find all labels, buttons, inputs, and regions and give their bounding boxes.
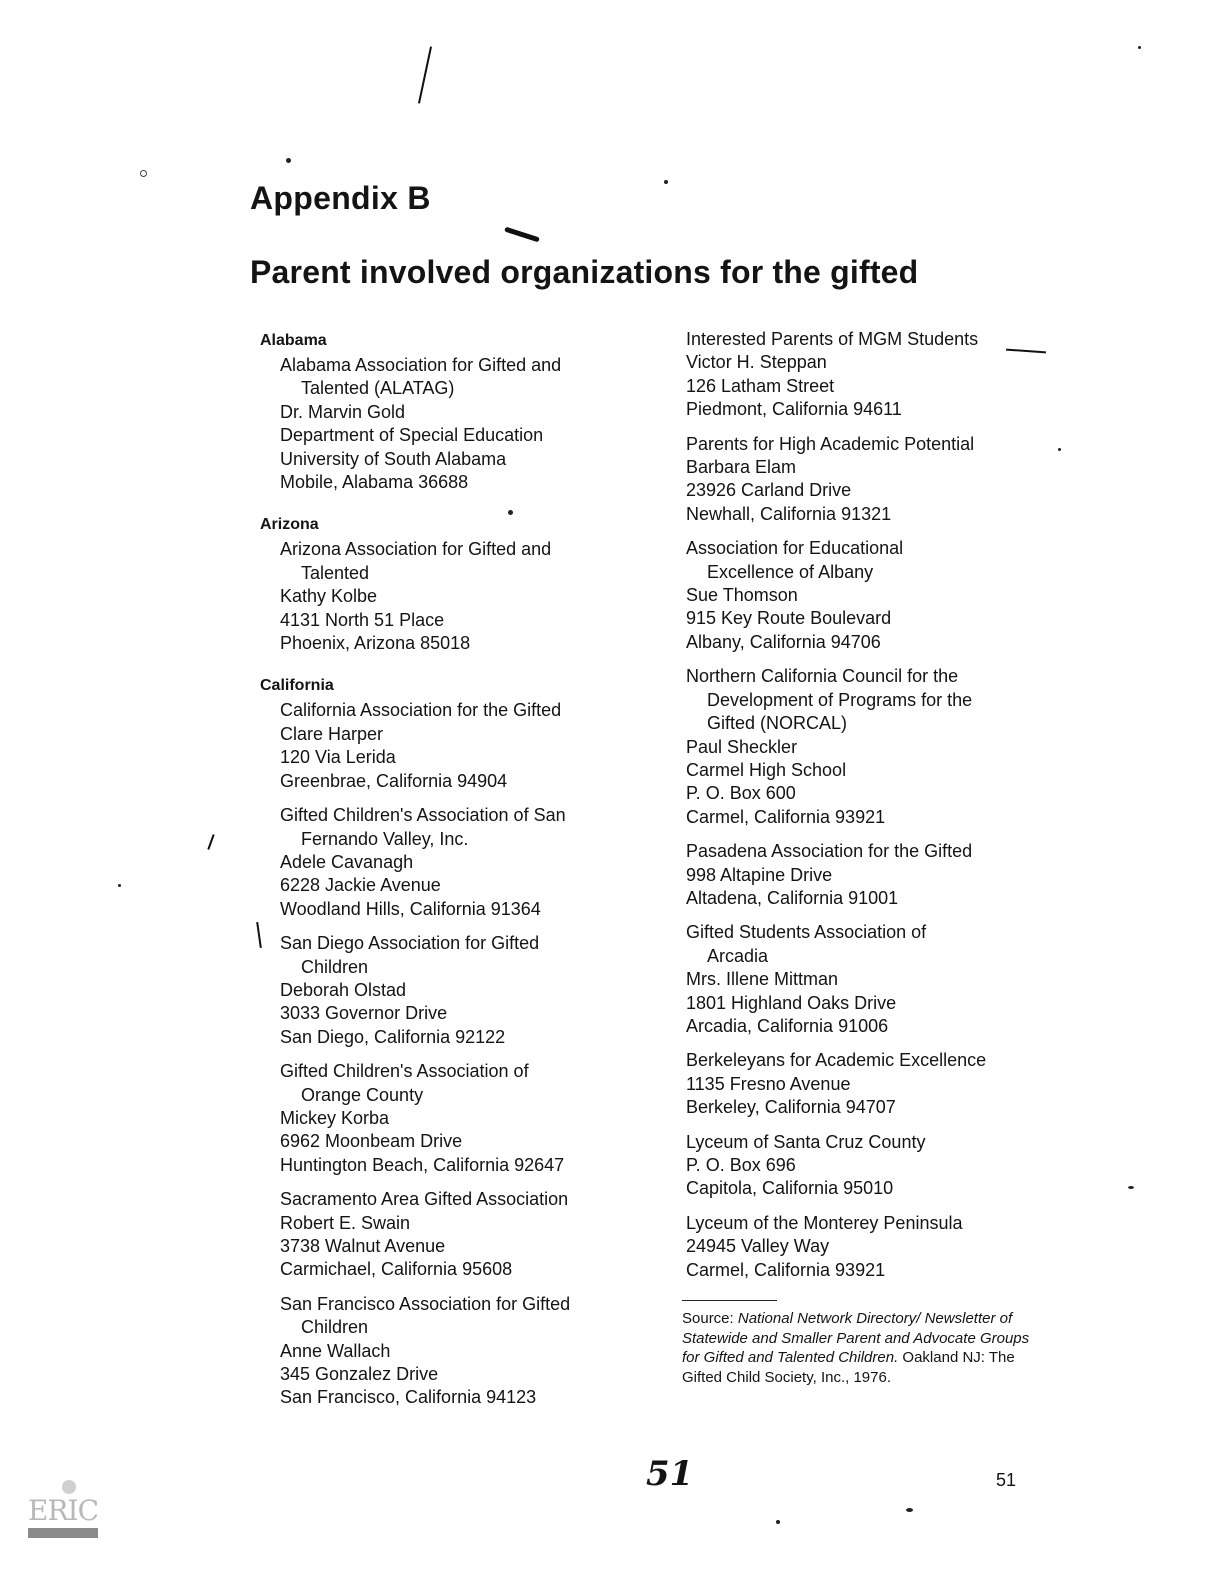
scan-speck bbox=[286, 158, 291, 163]
scan-speck bbox=[906, 1508, 913, 1512]
pen-mark bbox=[418, 46, 432, 103]
logo-bar bbox=[28, 1528, 98, 1538]
organization-name: Northern California Council for the bbox=[686, 666, 959, 687]
right-column bbox=[682, 328, 1032, 1387]
address-line: 1801 Highland Oaks Drive bbox=[686, 992, 897, 1013]
scan-speck bbox=[1138, 46, 1141, 49]
scan-speck bbox=[776, 1520, 780, 1524]
address-line: Robert E. Swain bbox=[280, 1212, 411, 1233]
address-line: 1135 Fresno Avenue bbox=[686, 1073, 851, 1094]
address-line: Carmel, California 93921 bbox=[686, 806, 886, 827]
organization-name-continued: Excellence of Albany bbox=[707, 561, 874, 582]
organization-name: Association for Educational bbox=[686, 538, 904, 559]
address-line: Mobile, Alabama 36688 bbox=[280, 472, 469, 493]
organization-entry bbox=[260, 804, 620, 921]
source-label: Source: bbox=[682, 1310, 738, 1328]
address-line: 345 Gonzalez Drive bbox=[280, 1364, 439, 1385]
organization-entry bbox=[260, 932, 620, 1049]
address-line: Carmel, California 93921 bbox=[686, 1259, 886, 1280]
organization-name: San Francisco Association for Gifted bbox=[280, 1293, 571, 1314]
scan-speck bbox=[664, 180, 668, 184]
organization-name: Berkeleyans for Academic Excellence bbox=[686, 1050, 987, 1071]
address-line: Carmichael, California 95608 bbox=[280, 1259, 513, 1280]
address-line: 915 Key Route Boulevard bbox=[686, 608, 892, 629]
left-column bbox=[260, 331, 620, 1431]
page-title: Parent involved organizations for the gifted bbox=[250, 254, 919, 290]
address-line: 24945 Valley Way bbox=[686, 1236, 830, 1257]
address-line: Piedmont, California 94611 bbox=[686, 399, 902, 420]
address-line: 998 Altapine Drive bbox=[686, 864, 833, 885]
address-line: 126 Latham Street bbox=[686, 375, 835, 396]
address-line: Paul Sheckler bbox=[686, 736, 798, 757]
address-line: 23926 Carland Drive bbox=[686, 480, 852, 501]
organization-entry bbox=[682, 665, 1032, 829]
organization-entry bbox=[682, 328, 1032, 422]
scan-mark bbox=[207, 834, 214, 850]
source-publisher: Oakland NJ: The Gifted Child Society, Inc., 1976. bbox=[682, 1349, 1015, 1386]
organization-name-continued: Development of Programs for the bbox=[707, 689, 973, 710]
address-line: Adele Cavanagh bbox=[280, 851, 414, 872]
organization-entry bbox=[260, 1188, 620, 1282]
organization-name: Parents for High Academic Potential bbox=[686, 433, 975, 454]
organization-entry bbox=[260, 699, 620, 793]
state-group bbox=[260, 331, 620, 494]
organization-name: Arizona Association for Gifted and bbox=[280, 539, 552, 560]
address-line: 3738 Walnut Avenue bbox=[280, 1236, 446, 1256]
organization-name: Alabama Association for Gifted and bbox=[280, 355, 562, 375]
address-line: Kathy Kolbe bbox=[280, 586, 378, 607]
organization-name-continued: Talented bbox=[301, 562, 370, 583]
address-line: Clare Harper bbox=[280, 723, 384, 744]
organization-entry bbox=[682, 537, 1032, 654]
eric-logo bbox=[28, 1480, 100, 1542]
address-line: Woodland Hills, California 91364 bbox=[280, 898, 541, 919]
organization-name: San Diego Association for Gifted bbox=[280, 933, 540, 954]
address-line: Victor H. Steppan bbox=[686, 352, 827, 373]
address-line: Anne Wallach bbox=[280, 1340, 391, 1361]
address-line: P. O. Box 600 bbox=[686, 783, 796, 804]
organization-name: Sacramento Area Gifted Association bbox=[280, 1189, 569, 1210]
source-note bbox=[682, 1309, 1032, 1387]
address-line: P. O. Box 696 bbox=[686, 1155, 796, 1175]
address-line: Huntington Beach, California 92647 bbox=[280, 1154, 565, 1175]
address-line: San Francisco, California 94123 bbox=[280, 1387, 537, 1408]
state-group bbox=[260, 676, 620, 1409]
state-heading: California bbox=[260, 677, 334, 695]
address-line: Sue Thomson bbox=[686, 585, 798, 606]
logo-text: ERIC bbox=[28, 1494, 99, 1527]
address-line: Dr. Marvin Gold bbox=[280, 401, 406, 422]
address-line: Altadena, California 91001 bbox=[686, 887, 899, 908]
organization-entry bbox=[260, 538, 620, 655]
organization-name: California Association for the Gifted bbox=[280, 700, 562, 721]
address-line: 4131 North 51 Place bbox=[280, 609, 445, 630]
address-line: Albany, California 94706 bbox=[686, 631, 881, 652]
state-heading: Arizona bbox=[260, 516, 319, 534]
organization-name: Pasadena Association for the Gifted bbox=[686, 841, 973, 862]
organization-entry bbox=[260, 354, 620, 494]
address-line: Mickey Korba bbox=[280, 1107, 390, 1128]
address-line: Arcadia, California 91006 bbox=[686, 1015, 889, 1036]
organization-name-continued: Talented (ALATAG) bbox=[301, 378, 455, 399]
scan-speck bbox=[508, 510, 513, 515]
address-line: Berkeley, California 94707 bbox=[686, 1097, 896, 1118]
address-line: Carmel High School bbox=[686, 759, 847, 780]
address-line: Newhall, California 91321 bbox=[686, 503, 892, 524]
source-title: National Network Directory/ Newsletter of Statewide and Smaller Parent and Advocate Groups for Gifted and Talented Children. bbox=[682, 1310, 1030, 1367]
organization-name: Gifted Children's Association of San bbox=[280, 805, 566, 826]
address-line: 6228 Jackie Avenue bbox=[280, 875, 441, 896]
address-line: Deborah Olstad bbox=[280, 979, 407, 1000]
page-number: 51 bbox=[996, 1470, 1017, 1490]
address-line: San Diego, California 92122 bbox=[280, 1026, 506, 1047]
scan-speck bbox=[118, 884, 121, 887]
address-line: Department of Special Education bbox=[280, 425, 544, 446]
address-line: 6962 Moonbeam Drive bbox=[280, 1131, 463, 1152]
scan-blot bbox=[504, 227, 540, 243]
organization-entry bbox=[682, 840, 1032, 910]
handwritten-page-number: 51 bbox=[646, 1454, 694, 1494]
organization-name-continued: Children bbox=[301, 1317, 369, 1338]
organization-entry bbox=[682, 921, 1032, 1038]
address-line: Mrs. Illene Mittman bbox=[686, 969, 839, 990]
organization-entry bbox=[260, 1060, 620, 1177]
organization-name-continued: Gifted (NORCAL) bbox=[707, 713, 848, 734]
organization-name: Gifted Students Association of bbox=[686, 922, 927, 943]
organization-name: Lyceum of Santa Cruz County bbox=[686, 1131, 926, 1152]
organization-entry bbox=[682, 1049, 1032, 1119]
address-line: Greenbrae, California 94904 bbox=[280, 770, 508, 791]
organization-name-continued: Children bbox=[301, 956, 369, 977]
scan-speck bbox=[140, 170, 147, 177]
address-line: Capitola, California 95010 bbox=[686, 1178, 894, 1199]
right-org-list bbox=[682, 328, 1032, 1282]
organization-name: Gifted Children's Association of bbox=[280, 1061, 529, 1082]
organization-name-continued: Fernando Valley, Inc. bbox=[301, 828, 469, 849]
source-rule bbox=[682, 1300, 777, 1301]
organization-name: Lyceum of the Monterey Peninsula bbox=[686, 1212, 963, 1233]
address-line: University of South Alabama bbox=[280, 448, 507, 469]
address-line: Phoenix, Arizona 85018 bbox=[280, 633, 471, 654]
state-group bbox=[260, 515, 620, 655]
organization-entry bbox=[682, 1131, 1032, 1201]
appendix-heading: Appendix B bbox=[250, 180, 431, 216]
organization-name: Interested Parents of MGM Students bbox=[686, 329, 979, 349]
address-line: 3033 Governor Drive bbox=[280, 1003, 448, 1024]
scan-speck bbox=[1058, 448, 1061, 451]
organization-entry bbox=[260, 1293, 620, 1410]
organization-name-continued: Orange County bbox=[301, 1084, 424, 1105]
state-heading: Alabama bbox=[260, 332, 327, 349]
organization-name-continued: Arcadia bbox=[707, 945, 769, 966]
address-line: 120 Via Lerida bbox=[280, 747, 396, 768]
logo-dot bbox=[62, 1480, 76, 1494]
scan-speck bbox=[1128, 1186, 1134, 1189]
address-line: Barbara Elam bbox=[686, 457, 797, 478]
organization-entry bbox=[682, 433, 1032, 527]
organization-entry bbox=[682, 1212, 1032, 1282]
